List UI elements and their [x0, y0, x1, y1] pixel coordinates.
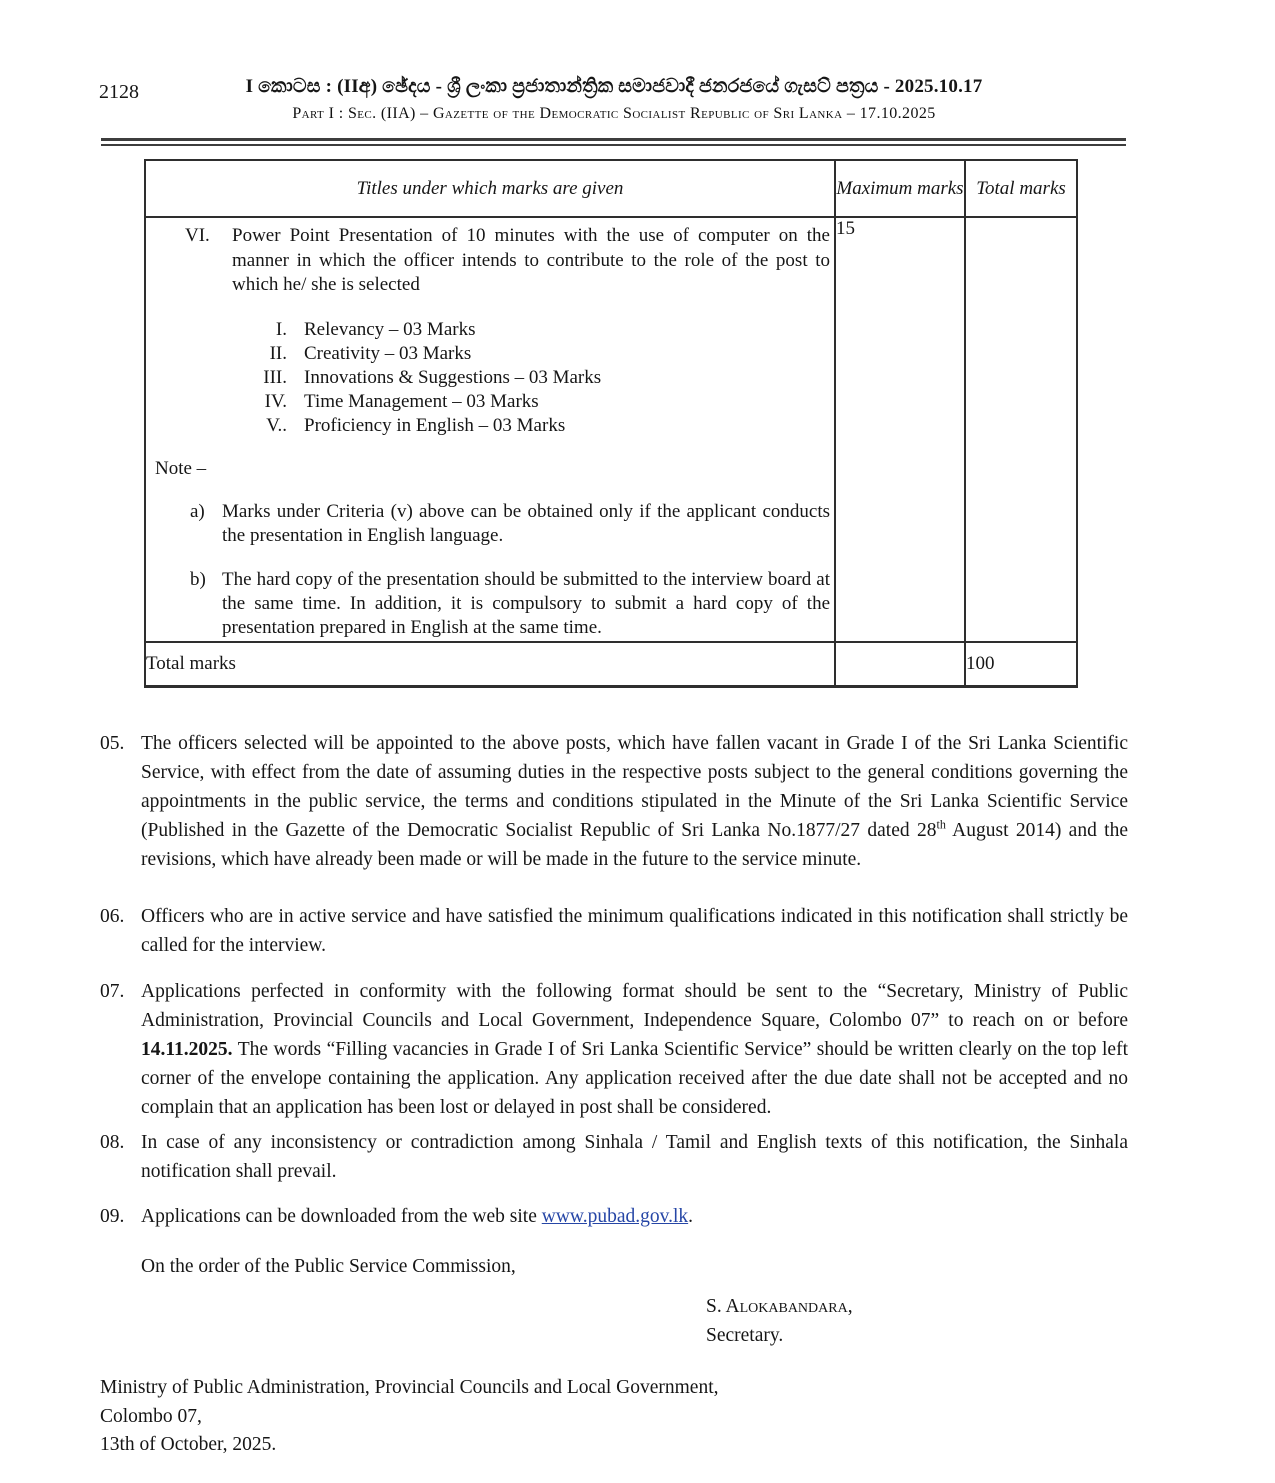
item-vi-number: VI. — [185, 225, 210, 246]
masthead — [100, 76, 1128, 123]
item-vi-maximum-marks-value: 15 — [835, 217, 965, 642]
column-header-titles: Titles under which marks are given — [145, 160, 835, 217]
paragraph-09-text-a: Applications can be downloaded from the web site — [141, 1206, 542, 1227]
note-a — [146, 500, 830, 548]
criteria-text: Relevancy – 03 Marks — [304, 318, 476, 340]
closing-line: On the order of the Public Service Commission, — [141, 1256, 516, 1277]
criteria-item — [146, 342, 830, 366]
note-label: Note – — [155, 457, 207, 479]
pubad-website-link[interactable]: www.pubad.gov.lk — [541, 1206, 689, 1227]
criteria-numeral: V.. — [266, 414, 287, 436]
table-row-total — [145, 642, 1077, 687]
masthead-sinhala-title: I කොටස : (IIඅ) ඡේදය - ශ්‍රී ලංකා ප්‍රජාතාන්ත්‍රික සමාජවාදී ජනරජයේ ගැසට් පත්‍රය - 2025.10.17 — [245, 76, 983, 97]
column-header-maximum-marks: Maximum marks — [835, 160, 965, 217]
item-vi-paragraph — [146, 224, 830, 298]
paragraph-06-text: Officers who are in active service and have satisfied the minimum qualifications indicated in this notification shall strictly be called for the interview. — [141, 906, 1128, 956]
item-vi-cell — [145, 217, 835, 642]
footer-date-line: 13th of October, 2025. — [100, 1434, 277, 1455]
signature-block — [706, 1292, 853, 1350]
table-header-row — [145, 160, 1077, 217]
paragraph-09-number: 09. — [100, 1206, 125, 1227]
footer-city-line: Colombo 07, — [100, 1405, 202, 1427]
paragraph-06 — [100, 902, 1128, 960]
note-b — [146, 568, 830, 640]
note-b-text: The hard copy of the presentation should be submitted to the interview board at the same time. In addition, it is compulsory to submit a hard copy of the presentation prepared in English at the same time. — [222, 568, 830, 638]
paragraph-09-text-b: . — [688, 1206, 694, 1227]
note-a-marker: a) — [190, 500, 205, 522]
paragraph-08-number: 08. — [100, 1132, 125, 1153]
paragraph-05-text-a: The officers selected will be appointed to the above posts, which have fallen vacant in Grade I of the Sri Lanka Scientific Service, with effect from the date of assuming duties in the respective posts subject to the general conditions governing the appointments in the public service, the terms and conditions stipulated in the Minute of the Sri Lanka Scientific Service (Published in the Gazette of the Democratic Socialist Republic of Sri Lanka No.1877/27 dated 28 — [141, 733, 1128, 841]
marks-table — [144, 159, 1078, 688]
criteria-text: Creativity – 03 Marks — [304, 342, 472, 364]
criteria-numeral: I. — [275, 318, 287, 340]
criteria-list — [146, 318, 830, 438]
footer-ministry-line: Ministry of Public Administration, Provincial Councils and Local Government, — [100, 1377, 719, 1398]
paragraph-06-number: 06. — [100, 906, 125, 927]
criteria-text: Proficiency in English – 03 Marks — [304, 414, 566, 436]
signatory-title: Secretary. — [706, 1325, 784, 1346]
criteria-item — [146, 414, 830, 438]
criteria-item — [146, 390, 830, 414]
criteria-item — [146, 318, 830, 342]
paragraph-07-number: 07. — [100, 981, 125, 1002]
paragraph-07-text-a: Applications perfected in conformity with the following format should be sent to the “Secretary, Ministry of Public Administration, Provincial Councils and Local Government, Independence Square, Colombo 07” to reach on or before — [141, 981, 1128, 1031]
paragraph-08 — [100, 1128, 1128, 1186]
item-vi-text: Power Point Presentation of 10 minutes with the use of computer on the manner in which the officer intends to contribute to the role of the post to which he/ she is selected — [232, 225, 830, 295]
criteria-text: Time Management – 03 Marks — [304, 390, 539, 412]
criteria-numeral: III. — [263, 366, 287, 388]
paragraph-07-deadline-date: 14.11.2025. — [141, 1039, 233, 1060]
table-row-item-vi — [145, 217, 1077, 642]
item-vi-total-marks-empty-cell — [965, 217, 1077, 642]
paragraph-09 — [100, 1202, 1128, 1231]
page-number: 2128 — [99, 81, 139, 103]
total-row-maximum-empty-cell — [835, 642, 965, 687]
paragraph-05 — [100, 729, 1128, 874]
note-a-text: Marks under Criteria (v) above can be obtained only if the applicant conducts the presentation in English language. — [222, 500, 830, 546]
total-marks-value: 100 — [965, 642, 1077, 687]
criteria-numeral: II. — [269, 342, 287, 364]
total-marks-label: Total marks — [145, 642, 835, 687]
column-header-total-marks: Total marks — [965, 160, 1077, 217]
footer-address-block — [100, 1374, 719, 1460]
signatory-name: S. Alokabandara, — [706, 1296, 853, 1317]
paragraph-05-superscript: th — [936, 817, 946, 832]
criteria-numeral: IV. — [264, 390, 287, 412]
paragraph-07 — [100, 977, 1128, 1122]
note-b-marker: b) — [190, 568, 206, 590]
masthead-english-title: Part I : Sec. (IIA) – Gazette of the Democratic Socialist Republic of Sri Lanka – 17.10.2025 — [292, 105, 936, 122]
criteria-item — [146, 366, 830, 390]
masthead-divider-rule — [101, 138, 1126, 146]
paragraph-05-number: 05. — [100, 733, 125, 754]
paragraph-05-text-b: August 2014) and the revisions, which have already been made or will be made in the future to the service minute. — [141, 820, 1128, 870]
criteria-text: Innovations & Suggestions – 03 Marks — [304, 366, 602, 388]
paragraph-07-text-b: The words “Filling vacancies in Grade I of Sri Lanka Scientific Service” should be written clearly on the top left corner of the envelope containing the application. Any application received after the due date shall not be accepted and no complain that an application has been lost or delayed in post shall be considered. — [141, 1039, 1128, 1118]
paragraph-08-text: In case of any inconsistency or contradiction among Sinhala / Tamil and English texts of this notification, the Sinhala notification shall prevail. — [141, 1132, 1128, 1182]
